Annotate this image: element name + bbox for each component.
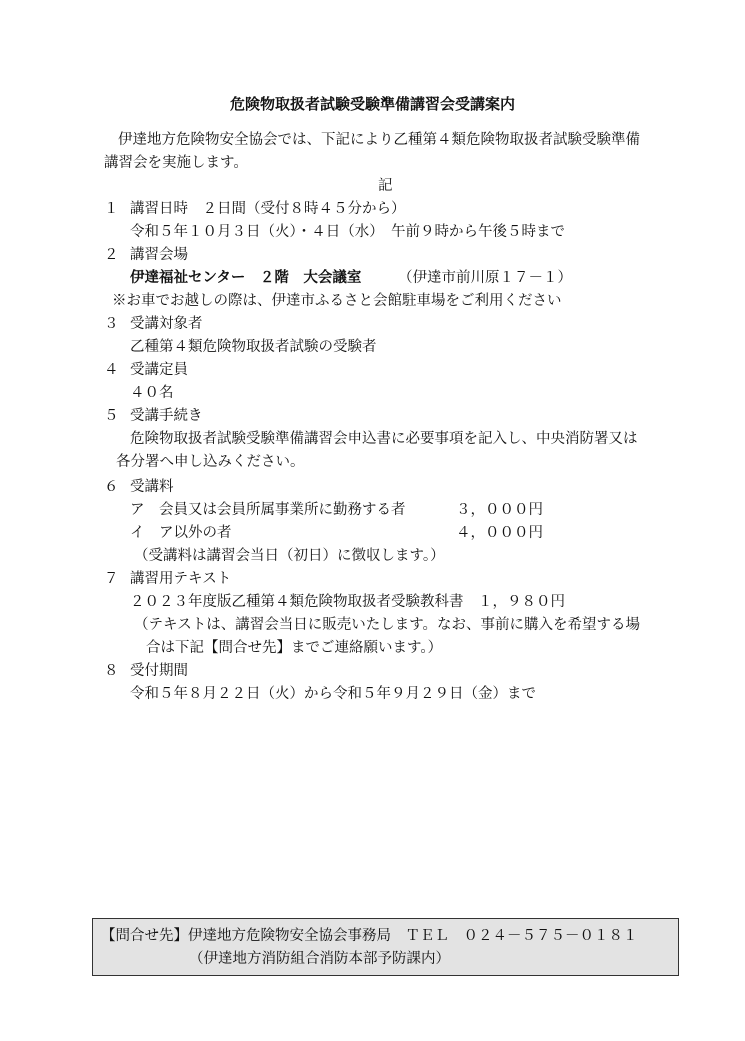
section-2-heading: 講習会場 bbox=[130, 247, 188, 263]
contact-line-2: （伊達地方消防組合消防本部予防課内） bbox=[189, 951, 450, 967]
section-2-number: ２ bbox=[104, 247, 119, 263]
section-5-line-1: 危険物取扱者試験受験準備講習会申込書に必要事項を記入し、中央消防署又は bbox=[130, 431, 638, 447]
section-8-heading: 受付期間 bbox=[130, 663, 188, 679]
section-7-detail: ２０２３年度版乙種第４類危険物取扱者受験教科書 １，９８０円 bbox=[130, 594, 565, 610]
contact-line-1: 【問合せ先】伊達地方危険物安全協会事務局 ＴＥＬ ０２４－５７５－０１８１ bbox=[101, 928, 638, 944]
section-2-address: （伊達市前川原１７－１） bbox=[398, 270, 572, 286]
section-2-parking-note: ※お車でお越しの際は、伊達市ふるさと会館駐車場をご利用ください bbox=[112, 293, 562, 309]
section-5-line-2: 各分署へ申し込みください。 bbox=[116, 454, 305, 470]
section-8-number: ８ bbox=[104, 663, 119, 679]
fee-member-label: ア 会員又は会員所属事業所に勤務する者 bbox=[130, 502, 406, 518]
fee-member-amount: ３，０００円 bbox=[456, 502, 543, 518]
section-8-detail: 令和５年８月２２日（火）から令和５年９月２９日（金）まで bbox=[130, 686, 536, 702]
section-3-detail: 乙種第４類危険物取扱者試験の受験者 bbox=[130, 339, 377, 355]
ki-marker: 記 bbox=[378, 178, 393, 194]
section-6-note: （受講料は講習会当日（初日）に徴収します。） bbox=[134, 548, 445, 564]
section-1-number: １ bbox=[104, 201, 119, 217]
fee-nonmember-label: イ ア以外の者 bbox=[130, 525, 232, 541]
fee-nonmember-amount: ４，０００円 bbox=[456, 525, 543, 541]
section-2-venue: 伊達福祉センター ２階 大会議室 bbox=[130, 270, 362, 286]
section-6-number: ６ bbox=[104, 479, 119, 495]
contact-box bbox=[92, 918, 679, 976]
section-5-heading: 受講手続き bbox=[130, 408, 203, 424]
section-5-number: ５ bbox=[104, 408, 119, 424]
section-3-number: ３ bbox=[104, 316, 119, 332]
section-4-detail: ４０名 bbox=[130, 385, 174, 401]
section-6-heading: 受講料 bbox=[130, 479, 174, 495]
intro-line-2: 講習会を実施します。 bbox=[104, 155, 248, 171]
section-7-note-1: （テキストは、講習会当日に販売いたします。なお、事前に購入を希望する場 bbox=[134, 617, 641, 633]
section-4-heading: 受講定員 bbox=[130, 362, 188, 378]
section-4-number: ４ bbox=[104, 362, 119, 378]
section-7-heading: 講習用テキスト bbox=[130, 571, 232, 587]
document-title: 危険物取扱者試験受験準備講習会受講案内 bbox=[229, 95, 515, 113]
section-7-number: ７ bbox=[104, 571, 119, 587]
section-7-note-2: 合は下記【問合せ先】までご連絡願います。） bbox=[146, 640, 443, 656]
section-1-detail: 令和５年１０月３日（火）・４日（水） 午前９時から午後５時まで bbox=[130, 224, 565, 240]
section-1-heading: 講習日時 ２日間（受付８時４５分から） bbox=[130, 201, 406, 217]
intro-line-1: 伊達地方危険物安全協会では、下記により乙種第４類危険物取扱者試験受験準備 bbox=[118, 132, 640, 148]
section-3-heading: 受講対象者 bbox=[130, 316, 203, 332]
